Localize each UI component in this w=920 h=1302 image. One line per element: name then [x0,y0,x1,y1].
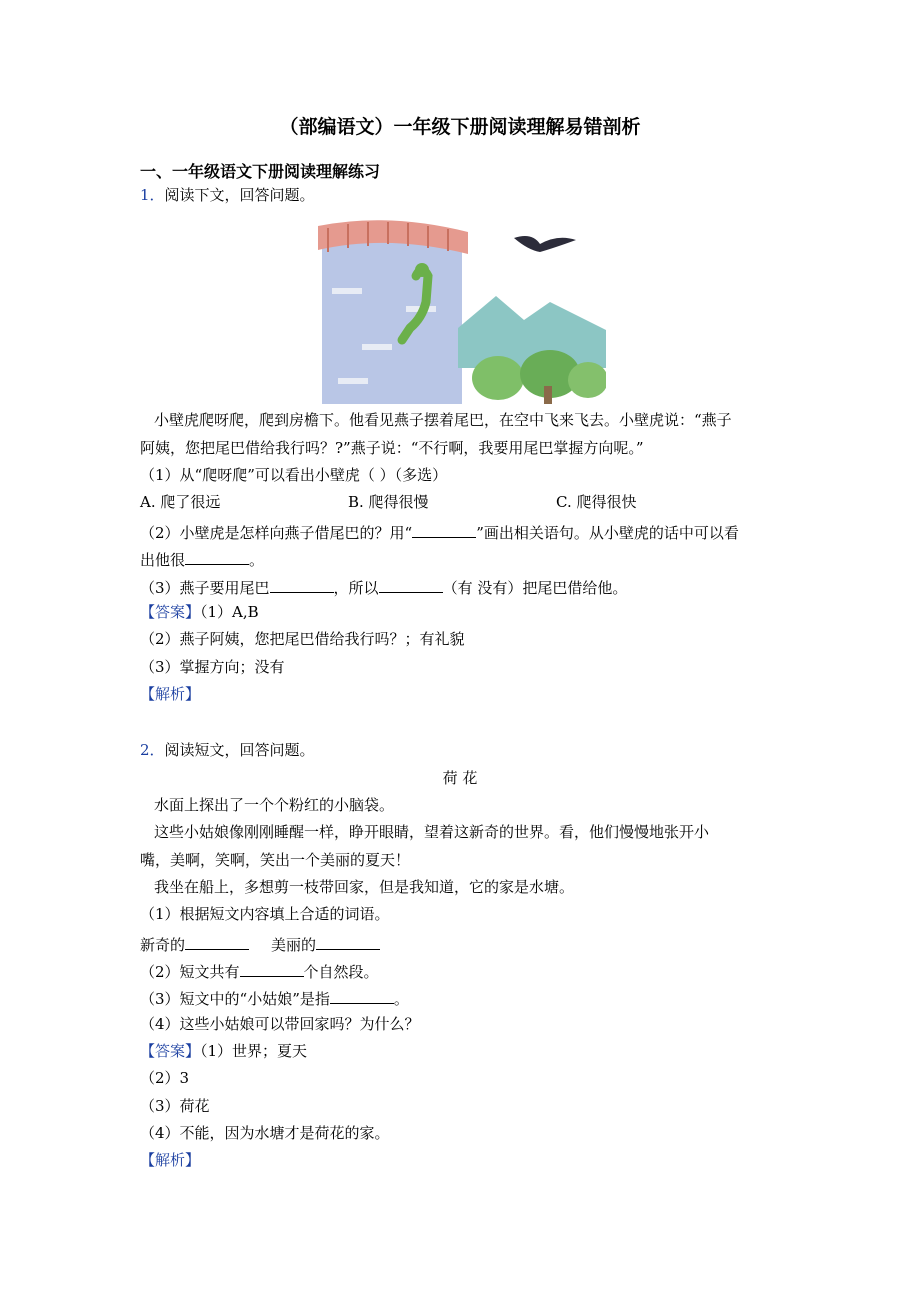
passage-line: 嘴，美啊，笑啊，笑出一个美丽的夏天！ [140,851,411,869]
fill-in-line [140,935,380,953]
sub-question [140,989,409,1007]
answer-blank[interactable] [330,989,394,1004]
text-fragment: 美丽的 [271,936,317,954]
text-fragment: （2）小壁虎是怎样向燕子借尾巴的？用“ [140,524,413,542]
answer-blank[interactable] [379,578,443,593]
text-fragment: 。 [249,551,265,569]
passage-line: 阿姨，您把尾巴借给我行吗？?”燕子说：“不行啊，我要用尾巴掌握方向呢。” [140,439,644,457]
answer-text: （1）A,B [200,603,259,621]
answer-line: （2）3 [140,1069,190,1087]
text-fragment: 。 [393,990,409,1008]
passage-title: 荷 花 [442,769,478,787]
question-number: 1． [140,186,165,204]
sub-question [140,550,264,568]
option-a: A. 爬了很远 [140,493,221,511]
analysis-tag: 【解析】 [140,1151,201,1169]
text-fragment: 个自然段。 [303,963,379,981]
answer-blank[interactable] [185,550,249,565]
answer-line: （4）不能，因为水塘才是荷花的家。 [140,1124,390,1142]
text-fragment: ”画出相关语句。从小壁虎的话中可以看 [476,524,739,542]
question-2-heading [140,743,315,758]
sub-question: （1）根据短文内容填上合适的词语。 [140,905,390,923]
question-1-heading [140,188,315,203]
passage-line: 水面上探出了一个个粉红的小脑袋。 [154,796,395,814]
question-prompt: 阅读下文，回答问题。 [164,186,315,204]
text-fragment: 出他很 [140,551,186,569]
answer-blank[interactable] [270,578,334,593]
answer-blank[interactable] [412,523,476,538]
answer-blank[interactable] [240,962,304,977]
text-fragment: ，所以 [333,579,379,597]
passage-line: 这些小姑娘像刚刚睡醒一样，睁开眼睛，望着这新奇的世界。看，他们慢慢地张开小 [154,823,710,841]
gecko-swallow-illustration [318,218,606,404]
answer-line: （3）荷花 [140,1097,210,1115]
answer-blank[interactable] [185,935,249,950]
text-fragment: 新奇的 [140,936,186,954]
text-fragment: （3）短文中的“小姑娘”是指 [140,990,330,1008]
sub-question [140,962,379,980]
question-prompt: 阅读短文，回答问题。 [164,741,315,759]
sub-question: （4）这些小姑娘可以带回家吗？为什么？ [140,1015,420,1033]
answer-line [140,1044,307,1059]
passage-line: 我坐在船上，多想剪一枝带回家，但是我知道，它的家是水塘。 [154,878,575,896]
text-fragment: （有 没有）把尾巴借给他。 [442,579,628,597]
section-heading: 一、一年级语文下册阅读理解练习 [140,162,381,181]
option-b: B. 爬得很慢 [348,493,429,511]
answer-tag: 【答案】 [140,1042,201,1060]
answer-line: （3）掌握方向；没有 [140,658,285,676]
answer-blank[interactable] [316,935,380,950]
passage-line: 小壁虎爬呀爬，爬到房檐下。他看见燕子摆着尾巴，在空中飞来飞去。小壁虎说：“燕子 [154,411,732,429]
answer-line: （2）燕子阿姨，您把尾巴借给我行吗？；有礼貌 [140,630,465,648]
answer-text: （1）世界；夏天 [200,1042,308,1060]
sub-question [140,578,627,596]
question-number: 2． [140,741,165,759]
answer-tag: 【答案】 [140,603,201,621]
text-fragment: （2）短文共有 [140,963,240,981]
sub-question [140,523,739,541]
analysis-tag: 【解析】 [140,685,201,703]
sub-question: （1）从“爬呀爬”可以看出小壁虎（ ）（多选） [140,466,448,484]
document-title: （部编语文）一年级下册阅读理解易错剖析 [279,116,641,138]
text-fragment: （3）燕子要用尾巴 [140,579,270,597]
option-c: C. 爬得很快 [556,493,637,511]
answer-line [140,605,259,620]
